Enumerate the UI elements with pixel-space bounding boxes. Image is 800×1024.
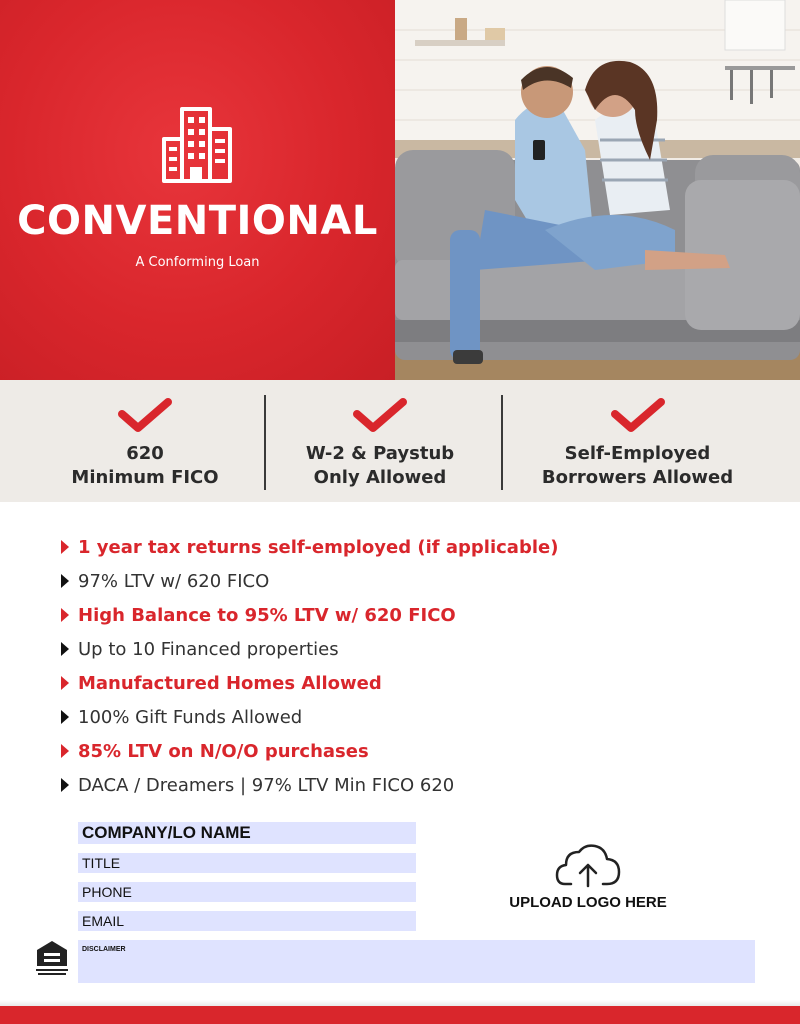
list-item <box>60 530 780 564</box>
feature-label-line1: 620 <box>126 443 164 464</box>
list-item <box>60 768 780 802</box>
chevron-right-icon <box>60 709 70 725</box>
page-title: CONVENTIONAL <box>17 198 378 244</box>
upload-logo-label[interactable]: UPLOAD LOGO HERE <box>509 894 667 911</box>
list-item <box>60 632 780 666</box>
company-lo-name-field[interactable]: COMPANY/LO NAME <box>78 822 416 844</box>
building-icon <box>160 105 236 183</box>
cloud-upload-icon[interactable] <box>555 842 621 890</box>
feature-label <box>520 442 755 490</box>
checkmark-icon <box>611 398 665 434</box>
feature-divider <box>264 395 266 490</box>
checkmark-icon <box>118 398 172 434</box>
disclaimer-field[interactable]: DISCLAIMER <box>78 940 755 983</box>
couple-on-sofa-image <box>395 0 800 380</box>
email-field[interactable]: EMAIL <box>78 911 416 931</box>
footer-bar <box>0 1006 800 1024</box>
list-item-text: DACA / Dreamers | 97% LTV Min FICO 620 <box>78 774 455 796</box>
feature-label-line2: Only Allowed <box>313 467 447 488</box>
title-field[interactable]: TITLE <box>78 853 416 873</box>
feature-label-line2: Minimum FICO <box>71 467 219 488</box>
features-band <box>0 380 800 502</box>
chevron-right-icon <box>60 539 70 555</box>
feature-label <box>280 442 480 490</box>
list-item <box>60 598 780 632</box>
feature-w2-paystub <box>280 380 480 502</box>
list-item-text: Up to 10 Financed properties <box>78 638 339 660</box>
list-item <box>60 700 780 734</box>
hero-panel <box>0 0 395 380</box>
feature-self-employed <box>520 380 755 502</box>
list-item-text: 97% LTV w/ 620 FICO <box>78 570 270 592</box>
list-item <box>60 734 780 768</box>
feature-label <box>40 442 250 490</box>
page-subtitle: A Conforming Loan <box>135 255 260 270</box>
feature-min-fico <box>40 380 250 502</box>
feature-divider <box>501 395 503 490</box>
hero-photo <box>395 0 800 380</box>
list-item-text: 100% Gift Funds Allowed <box>78 706 303 728</box>
chevron-right-icon <box>60 675 70 691</box>
benefits-list <box>60 530 780 802</box>
equal-housing-opportunity-icon <box>36 940 68 976</box>
list-item-text: 85% LTV on N/O/O purchases <box>78 740 369 762</box>
list-item-text: Manufactured Homes Allowed <box>78 672 382 694</box>
chevron-right-icon <box>60 743 70 759</box>
chevron-right-icon <box>60 777 70 793</box>
list-item-text: 1 year tax returns self-employed (if applicable) <box>78 536 559 558</box>
chevron-right-icon <box>60 573 70 589</box>
feature-label-line1: W-2 & Paystub <box>305 443 455 464</box>
chevron-right-icon <box>60 607 70 623</box>
list-item <box>60 564 780 598</box>
list-item <box>60 666 780 700</box>
phone-field[interactable]: PHONE <box>78 882 416 902</box>
chevron-right-icon <box>60 641 70 657</box>
feature-label-line2: Borrowers Allowed <box>541 467 734 488</box>
feature-label-line1: Self-Employed <box>564 443 711 464</box>
list-item-text: High Balance to 95% LTV w/ 620 FICO <box>78 604 456 626</box>
checkmark-icon <box>353 398 407 434</box>
